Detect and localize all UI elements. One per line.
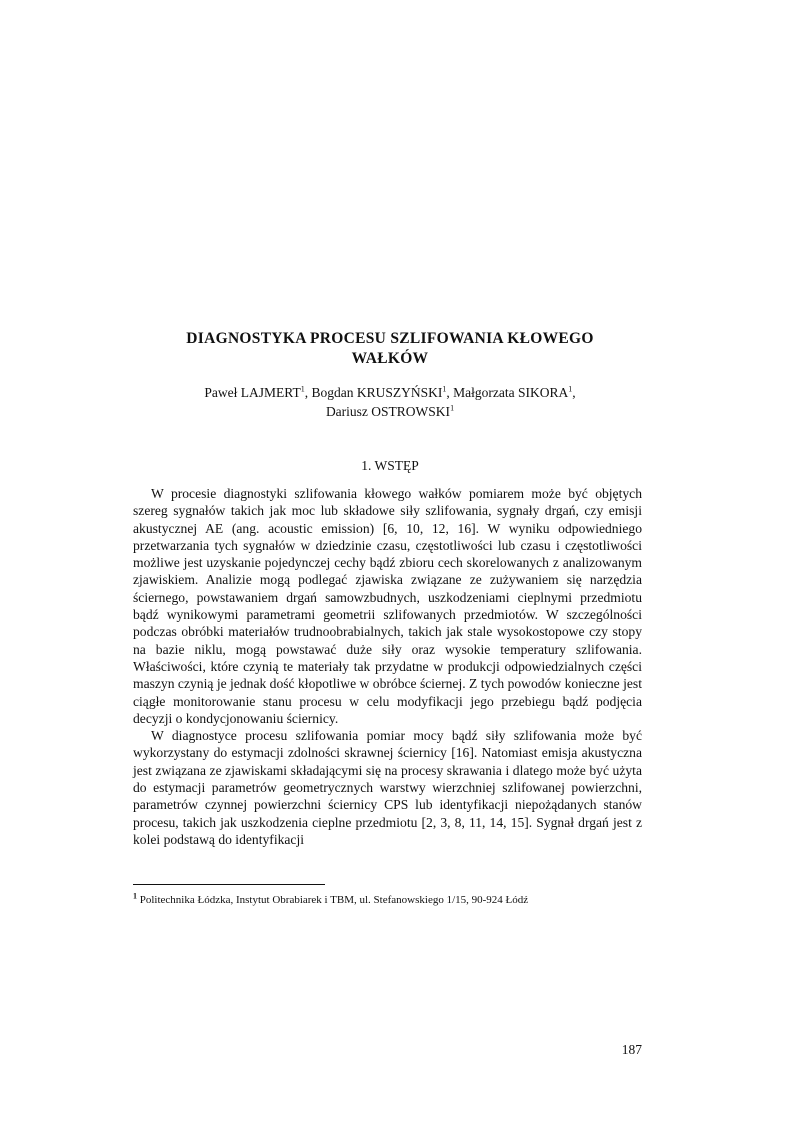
affiliation-marker: 1 [450, 403, 455, 413]
paragraph: W procesie diagnostyki szlifowania kłowego wałków pomiarem może być objętych szereg sygnałów takich jak moc lub składowe siły szlifowania, sygnały drgań, czy emisji akustycznej AE (ang. acoustic emission) [6, 10, 12, 16]. W wyniku odpowiedniego przetwarzania tych sygnałów w dziedzinie czasu, częstotliwości lub czasu i częstotliwości możliwe jest uzyskanie pojedynczej cechy bądź zbioru cech skorelowanych z analizowanym zjawiskiem. Analizie mogą podlegać zjawiska związane ze zużywaniem się narzędzia ściernego, powstawaniem drgań samowzbudnych, uszkodzeniami cieplnymi przedmiotu bądź wynikowymi parametrami geometrii szlifowanych przedmiotów. W szczególności podczas obróbki materiałów trudnoobrabialnych, takich jak stale wysokostopowe czy stopy na bazie niklu, mogą powstawać duże siły oraz wysokie temperatury szlifowania. Właściwości, które czynią te materiały tak przydatne w produkcji odpowiedzialnych części maszyn czynią je jednak dość kłopotliwe w obróbce ściernej. Z tych powodów konieczne jest ciągłe monitorowanie stanu procesu w celu modyfikacji jego przebiegu bądź podjęcia decyzji o kondycjonowaniu ściernicy. [133, 486, 642, 726]
paper-title-line-1: DIAGNOSTYKA PROCESU SZLIFOWANIA KŁOWEGO [186, 330, 594, 347]
author-name: Dariusz OSTROWSKI [325, 404, 451, 419]
author-name: Paweł LAJMERT [204, 385, 301, 400]
affiliation-marker: 1 [442, 384, 447, 394]
author-line-2 [130, 402, 650, 421]
footnote [133, 893, 642, 907]
paragraph: W diagnostyce procesu szlifowania pomiar mocy bądź siły szlifowania może być wykorzystany do estymacji zdolności skrawnej ściernicy [16]. Natomiast emisja akustyczna jest związana ze zjawiskami składającymi się na procesy skrawania i dlatego może być użyta do estymacji parametrów geometrycznych warstwy wierzchniej szlifowanej powierzchni, parametrów czynnej powierzchni ściernicy CPS lub identyfikacji niepożądanych stanów procesu, takich jak uszkodzenia cieplne przedmiotu [2, 3, 8, 11, 14, 15]. Sygnał drgań jest z kolei podstawą do identyfikacji [133, 728, 642, 847]
affiliation-marker: 1 [300, 384, 305, 394]
author-separator: , [304, 385, 312, 400]
affiliation-marker: 1 [568, 384, 573, 394]
author-separator: , [446, 385, 454, 400]
author-name: Małgorzata SIKORA [453, 385, 569, 400]
author-list [130, 383, 650, 421]
author-line-1 [130, 383, 650, 402]
footnote-divider [133, 884, 325, 885]
footnote-marker: 1 [133, 891, 137, 901]
footnote-text: Politechnika Łódzka, Instytut Obrabiarek i TBM, ul. Stefanowskiego 1/15, 90-924 Łódź [139, 894, 529, 906]
author-separator: , [572, 385, 576, 400]
section-heading: 1. WSTĘP [361, 458, 419, 473]
author-name: Bogdan KRUSZYŃSKI [311, 385, 443, 400]
page-number: 187 [621, 1042, 642, 1057]
paper-title-line-2: WAŁKÓW [351, 350, 429, 367]
body-text [133, 485, 642, 848]
paper-title [130, 329, 650, 369]
